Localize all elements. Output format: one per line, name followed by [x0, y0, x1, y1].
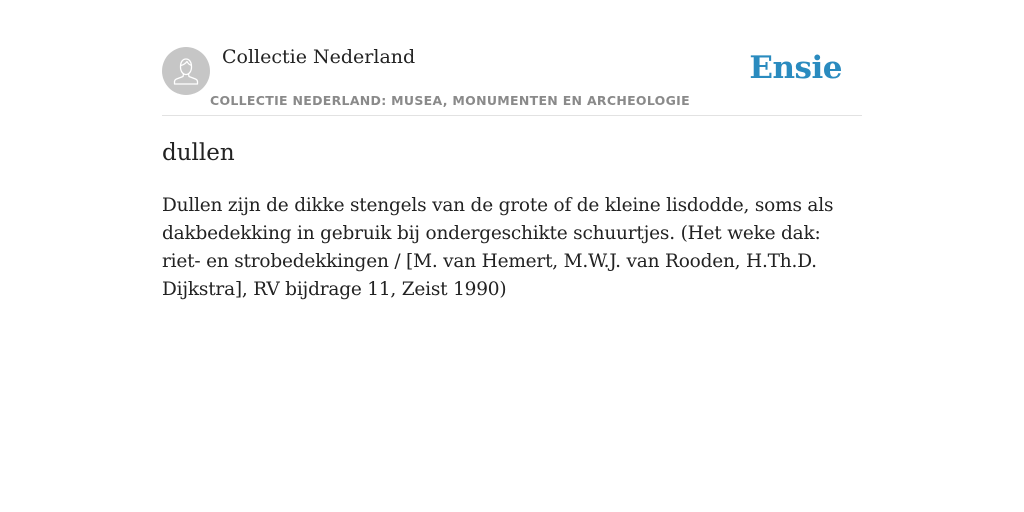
ensie-logo[interactable]: Ensie: [749, 50, 842, 86]
author-name-link[interactable]: Collectie Nederland: [222, 46, 416, 68]
entry-header: [162, 0, 862, 116]
entry-definition: Dullen zijn de dikke stengels van de grote of de kleine lisdodde, soms als dakbedekking in gebruik bij ondergeschikte schuurtjes. (Het weke dak: riet- en strobedekkingen / [M. van Hemert, M.W.J. van Rooden, H.Th.D. Dijkstra], RV bijdrage 11, Zeist 1990): [162, 195, 834, 300]
entry-title: dullen: [162, 140, 235, 166]
user-icon: [162, 47, 210, 95]
collection-link[interactable]: COLLECTIE NEDERLAND: MUSEA, MONUMENTEN EN ARCHEOLOGIE: [210, 93, 690, 108]
avatar[interactable]: [162, 47, 210, 95]
entry-card: [162, 0, 862, 300]
